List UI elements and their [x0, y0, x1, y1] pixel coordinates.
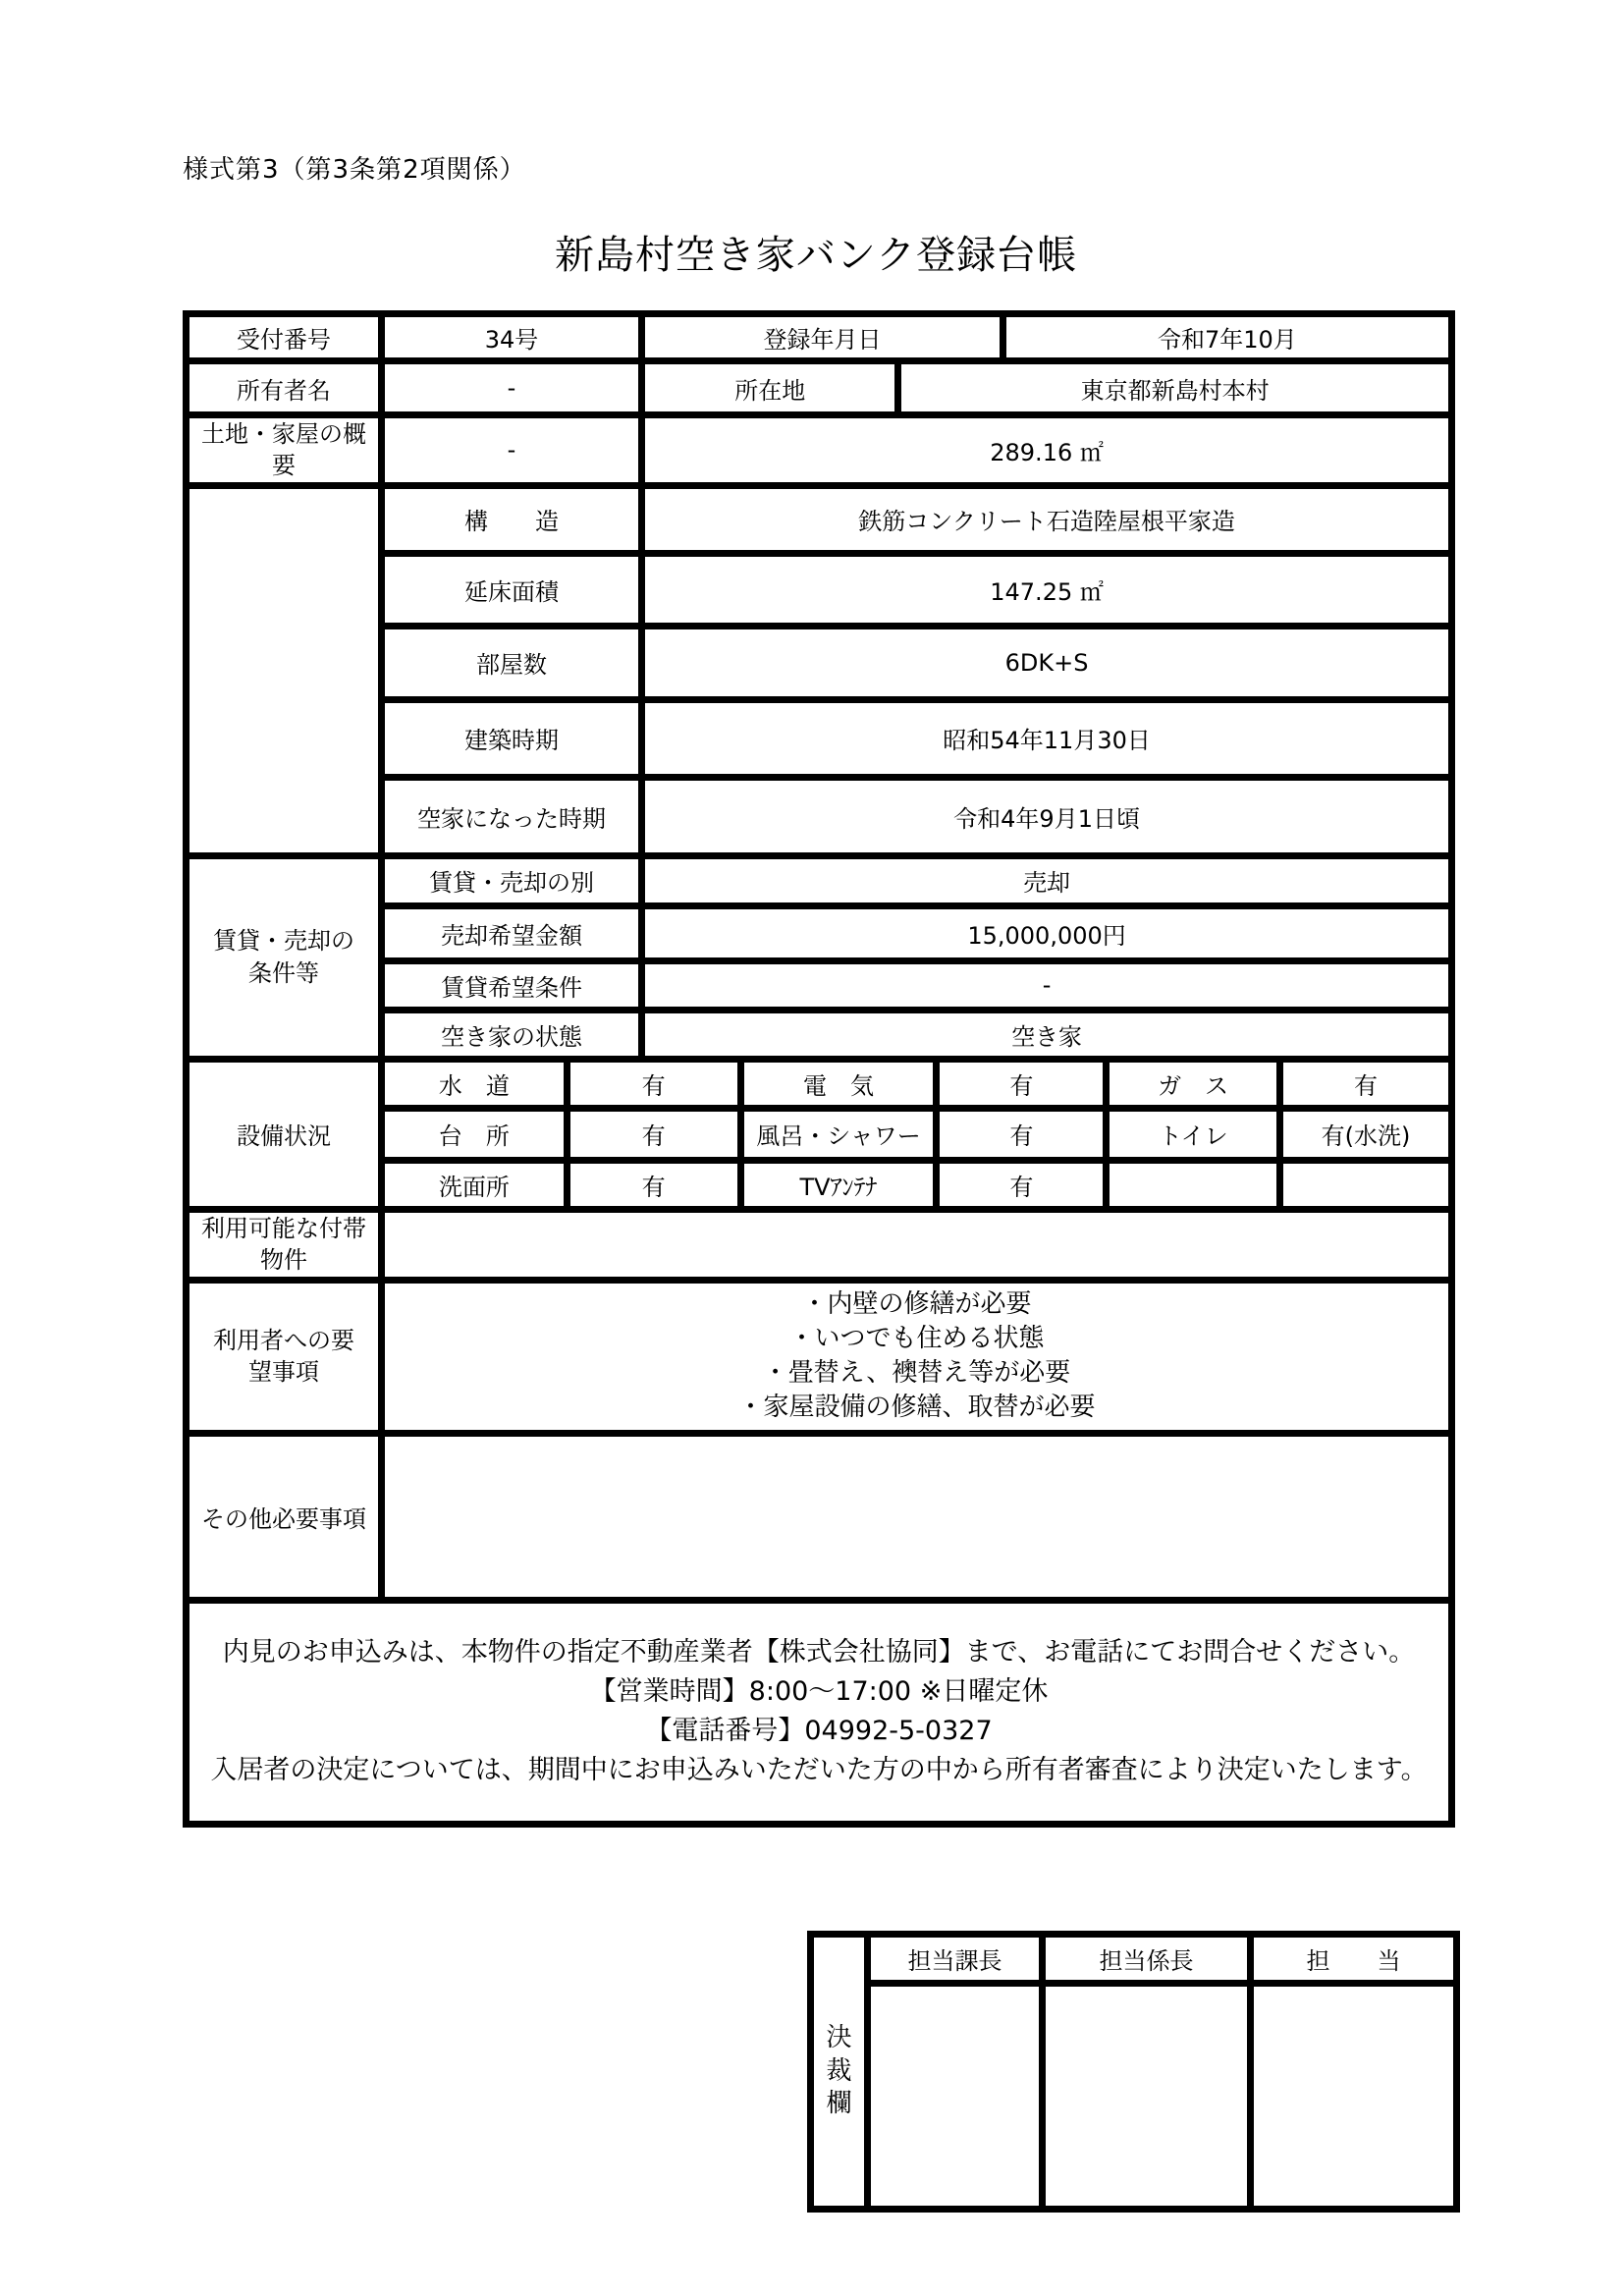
- registration-table: [183, 310, 1455, 1828]
- available-attachments-value: [381, 1209, 1451, 1280]
- location-value: 東京都新島村本村: [898, 361, 1452, 415]
- structure-label: 構 造: [381, 485, 641, 553]
- table-row: [187, 1209, 1452, 1280]
- kitchen-label: 台 所: [381, 1108, 567, 1160]
- construction-date-label: 建築時期: [381, 699, 641, 777]
- subsection-chief-stamp-cell: [1043, 1984, 1251, 2210]
- contact-notes: [187, 1600, 1452, 1824]
- location-label: 所在地: [642, 361, 898, 415]
- request-item: ・いつでも住める状態: [788, 1324, 1045, 1354]
- asking-price-label: 売却希望金額: [381, 905, 641, 960]
- decision-note-line: 入居者の決定については、期間中にお申込みいただいた方の中から所有者審査により決定いたします。: [210, 1755, 1428, 1786]
- table-row: [187, 1280, 1452, 1433]
- request-item: ・畳替え、襖替え等が必要: [762, 1358, 1071, 1389]
- vacancy-state-label: 空き家の状態: [381, 1010, 641, 1059]
- table-row: [187, 415, 1452, 486]
- subsection-chief-header: 担当係長: [1043, 1935, 1251, 1984]
- request-item: ・内壁の修繕が必要: [801, 1289, 1032, 1320]
- vacant-since-label: 空家になった時期: [381, 777, 641, 855]
- conditions-group-label-line2: 条件等: [247, 958, 319, 987]
- vacant-since-value: 令和4年9月1日頃: [642, 777, 1452, 855]
- reception-number-label: 受付番号: [187, 314, 382, 361]
- structure-value: 鉄筋コンクリート石造陸屋根平家造: [642, 485, 1452, 553]
- bath-shower-label: 風呂・シャワー: [740, 1108, 937, 1160]
- table-row: [187, 1600, 1452, 1824]
- table-row: [187, 1059, 1452, 1108]
- rental-conditions-value: -: [642, 960, 1452, 1010]
- approval-group-label-text: 決裁欄: [826, 2022, 852, 2119]
- section-chief-stamp-cell: [868, 1984, 1043, 2210]
- water-label: 水 道: [381, 1059, 567, 1108]
- tv-antenna-label: TVｱﾝﾃﾅ: [740, 1160, 937, 1209]
- available-attachments-label: [187, 1209, 382, 1280]
- floor-area-value: 147.25 ㎡: [642, 553, 1452, 626]
- bath-shower-value: 有: [937, 1108, 1107, 1160]
- kitchen-value: 有: [567, 1108, 740, 1160]
- construction-date-value: 昭和54年11月30日: [642, 699, 1452, 777]
- owner-name-label: 所有者名: [187, 361, 382, 415]
- staff-header: 担 当: [1251, 1935, 1457, 1984]
- available-attachments-label-line2: 物件: [259, 1246, 307, 1275]
- request-item: ・家屋設備の修繕、取替が必要: [737, 1393, 1096, 1423]
- room-count-value: 6DK+S: [642, 626, 1452, 699]
- electricity-label: 電 気: [740, 1059, 937, 1108]
- conditions-group-label: [187, 855, 382, 1059]
- rental-conditions-label: 賃貸希望条件: [381, 960, 641, 1010]
- washroom-label: 洗面所: [381, 1160, 567, 1209]
- business-hours-line: 【営業時間】8:00～17:00 ※日曜定休: [589, 1676, 1049, 1708]
- water-value: 有: [567, 1059, 740, 1108]
- asking-price-value: 15,000,000円: [642, 905, 1452, 960]
- room-count-label: 部屋数: [381, 626, 641, 699]
- approval-table: [807, 1931, 1460, 2213]
- approval-group-label: [811, 1935, 868, 2210]
- other-items-value: [381, 1433, 1451, 1600]
- table-row: [187, 314, 1452, 361]
- page-title: 新島村空き家バンク登録台帳: [554, 233, 1078, 278]
- owner-name-value: -: [381, 361, 641, 415]
- gas-label: ガ ス: [1107, 1059, 1280, 1108]
- registration-date-value: 令和7年10月: [1002, 314, 1451, 361]
- reception-number-value: 34号: [381, 314, 641, 361]
- user-requests-label-line1: 利用者への要: [212, 1326, 354, 1354]
- table-row: [187, 1433, 1452, 1600]
- form-code: 様式第3（第3条第2項関係）: [183, 155, 526, 185]
- sale-or-rent-label: 賃貸・売却の別: [381, 855, 641, 905]
- section-chief-header: 担当課長: [868, 1935, 1043, 1984]
- registration-date-label: 登録年月日: [642, 314, 1003, 361]
- approval-header-row: [811, 1935, 1457, 1984]
- toilet-label: トイレ: [1107, 1108, 1280, 1160]
- table-row: [187, 485, 1452, 553]
- gas-value: 有: [1280, 1059, 1452, 1108]
- table-row: [187, 855, 1452, 905]
- phone-number-line: 【電話番号】04992-5-0327: [645, 1716, 993, 1747]
- user-requests-list: [381, 1280, 1451, 1433]
- sale-or-rent-value: 売却: [642, 855, 1452, 905]
- facilities-group-label: 設備状況: [187, 1059, 382, 1209]
- empty-facility-value-cell: [1280, 1160, 1452, 1209]
- contact-note-line: 内見のお申込みは、本物件の指定不動産業者【株式会社協同】まで、お電話にてお問合せください。: [222, 1637, 1416, 1668]
- floor-area-label: 延床面積: [381, 553, 641, 626]
- land-house-overview-area: 289.16 ㎡: [642, 415, 1452, 486]
- toilet-value: 有(水洗): [1280, 1108, 1452, 1160]
- conditions-group-label-line1: 賃貸・売却の: [212, 927, 354, 956]
- tv-antenna-value: 有: [937, 1160, 1107, 1209]
- other-items-label: その他必要事項: [187, 1433, 382, 1600]
- land-house-overview-dash: -: [381, 415, 641, 486]
- available-attachments-label-line1: 利用可能な付帯: [200, 1214, 366, 1242]
- approval-body-row: [811, 1984, 1457, 2210]
- table-row: [187, 361, 1452, 415]
- staff-stamp-cell: [1251, 1984, 1457, 2210]
- user-requests-label-line2: 望事項: [247, 1358, 319, 1387]
- user-requests-label: [187, 1280, 382, 1433]
- vacancy-state-value: 空き家: [642, 1010, 1452, 1059]
- electricity-value: 有: [937, 1059, 1107, 1108]
- empty-group-cell: [187, 485, 382, 855]
- land-house-overview-label: 土地・家屋の概要: [187, 415, 382, 486]
- empty-facility-label-cell: [1107, 1160, 1280, 1209]
- washroom-value: 有: [567, 1160, 740, 1209]
